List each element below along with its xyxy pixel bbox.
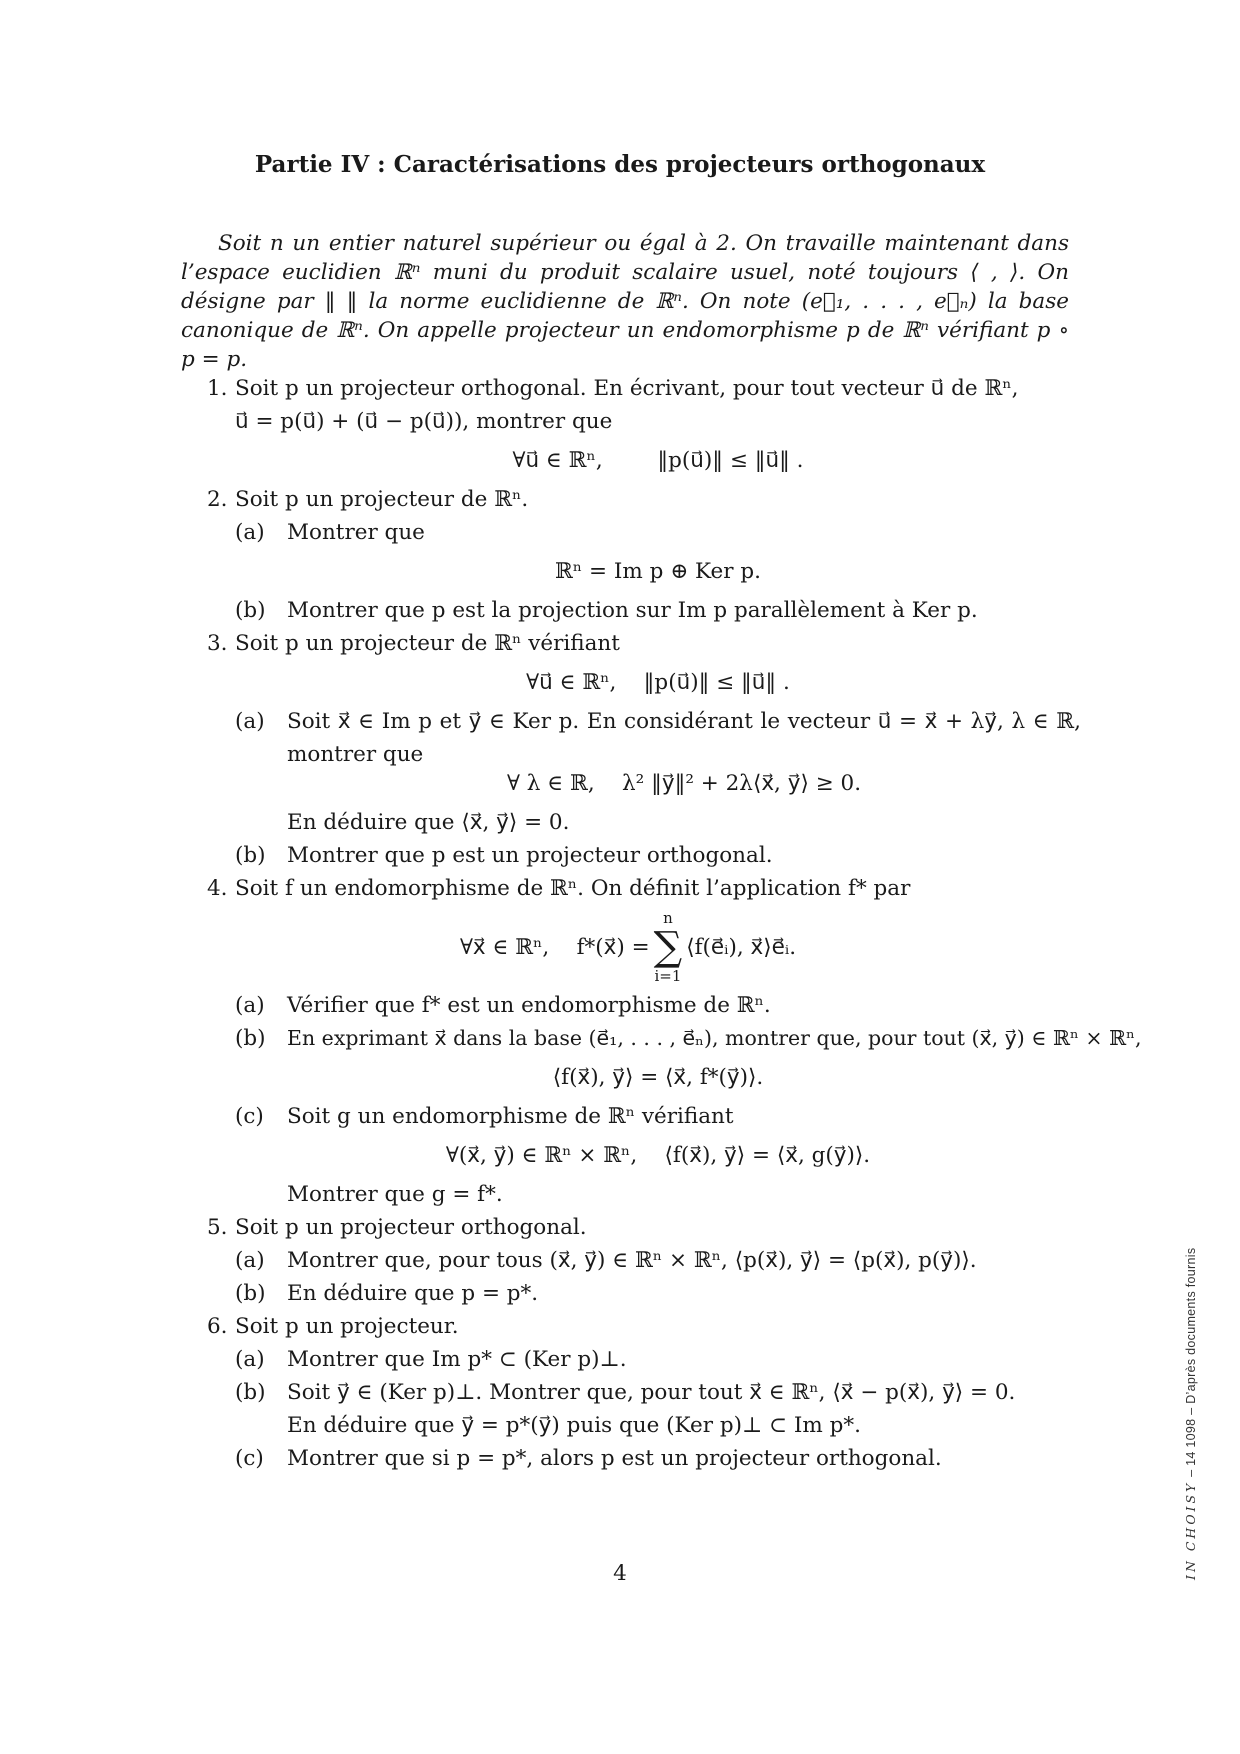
subquestion-a — [235, 1343, 1081, 1376]
subquestion-text-continued: En déduire que y⃗ = p*(y⃗) puis que (Ker p)⊥ ⊂ Im p*. — [287, 1413, 861, 1438]
subquestion-label: (b) — [235, 1026, 266, 1051]
subquestion-label: (b) — [235, 598, 266, 623]
sum-equation — [235, 909, 1021, 985]
subquestion-text: Montrer que p est un projecteur orthogonal. — [287, 843, 773, 868]
subquestion-text: Soit g un endomorphisme de ℝⁿ vérifiant — [287, 1104, 734, 1129]
question-number: 6. — [207, 1314, 228, 1339]
section-title: Partie IV : Caractérisations des projecteurs orthogonaux — [254, 151, 986, 178]
subquestion-text-continued: En déduire que ⟨x⃗, y⃗⟩ = 0. — [287, 810, 570, 835]
subquestion-text: Montrer que — [287, 520, 425, 545]
equation: ∀u⃗ ∈ ℝⁿ, ‖p(u⃗)‖ ≤ ‖u⃗‖ . — [526, 670, 790, 695]
subquestion-label: (c) — [235, 1446, 264, 1471]
subquestion-text-continued: Montrer que g = f*. — [287, 1182, 503, 1207]
subquestion-label: (a) — [235, 1347, 265, 1372]
intro-text: Soit n un entier naturel supérieur ou égal à 2. On travaille maintenant dans l’espace euclidien ℝⁿ muni du produit scalaire usuel, noté toujours ⟨ , ⟩. On désigne par ‖ ‖ la norme euclidienne de ℝⁿ. On note (e⃗₁, . . . , e⃗ₙ) la base canonique de ℝⁿ. On appelle projecteur un endomorphisme p de ℝⁿ vérifiant p ∘ p = p. — [181, 231, 1069, 372]
equation: ⟨f(x⃗), y⃗⟩ = ⟨x⃗, f*(y⃗)⟩. — [552, 1065, 764, 1090]
subquestion-text: En exprimant x⃗ dans la base (e⃗₁, . . . , e⃗ₙ), montrer que, pour tout (x⃗, y⃗) ∈ ℝⁿ × ℝⁿ, — [287, 1026, 1142, 1050]
question-text: Soit p un projecteur orthogonal. — [235, 1215, 587, 1240]
question-6 — [181, 1310, 1081, 1475]
subquestion-label: (a) — [235, 709, 265, 734]
question-text: Soit p un projecteur de ℝⁿ vérifiant — [235, 631, 620, 656]
question-text: Soit p un projecteur. — [235, 1314, 459, 1339]
subquestion-label: (a) — [235, 1248, 265, 1273]
subquestion-b — [235, 839, 1081, 872]
question-text: Soit f un endomorphisme de ℝⁿ. On définit l’application f* par — [235, 876, 911, 901]
question-1 — [181, 372, 1081, 477]
subquestion-text: Montrer que Im p* ⊂ (Ker p)⊥. — [287, 1347, 627, 1372]
equation-left: ∀x⃗ ∈ ℝⁿ, f*(x⃗) = — [459, 934, 650, 960]
question-2 — [181, 483, 1081, 627]
subquestion-label: (a) — [235, 520, 265, 545]
subquestion-text: En déduire que p = p*. — [287, 1281, 539, 1306]
margin-note — [1174, 1248, 1208, 1580]
subquestion-label: (a) — [235, 993, 265, 1018]
equation: ∀(x⃗, y⃗) ∈ ℝⁿ × ℝⁿ, ⟨f(x⃗), y⃗⟩ = ⟨x⃗, g(y⃗)⟩. — [445, 1143, 871, 1168]
subquestion-text: Montrer que, pour tous (x⃗, y⃗) ∈ ℝⁿ × ℝⁿ, ⟨p(x⃗), y⃗⟩ = ⟨p(x⃗), p(y⃗)⟩. — [287, 1248, 977, 1273]
margin-note-italic: IN CHOISY — [1183, 1480, 1198, 1580]
question-number: 5. — [207, 1215, 228, 1240]
subquestion-text: Vérifier que f* est un endomorphisme de ℝⁿ. — [287, 993, 771, 1018]
subquestion-label: (c) — [235, 1104, 264, 1129]
subquestion-b — [235, 1022, 1142, 1094]
equation: ∀ λ ∈ ℝ, λ² ‖y⃗‖² + 2λ⟨x⃗, y⃗⟩ ≥ 0. — [506, 771, 862, 796]
subquestion-a — [235, 516, 1081, 588]
question-number: 4. — [207, 876, 228, 901]
subquestion-text: Montrer que p est la projection sur Im p parallèlement à Ker p. — [287, 598, 978, 623]
equation: ∀u⃗ ∈ ℝⁿ, ‖p(u⃗)‖ ≤ ‖u⃗‖ . — [512, 448, 804, 473]
subquestion-b — [235, 594, 1081, 627]
question-3 — [181, 627, 1081, 872]
sum-upper-limit: n — [663, 909, 673, 927]
subquestion-text: Montrer que si p = p*, alors p est un projecteur orthogonal. — [287, 1446, 942, 1471]
subquestion-b — [235, 1277, 1081, 1310]
subquestion-label: (b) — [235, 1380, 266, 1405]
summation — [654, 909, 683, 985]
question-number: 1. — [207, 376, 228, 401]
sum-lower-limit: i=1 — [654, 967, 682, 985]
sum-symbol: ∑ — [653, 924, 683, 970]
question-text: Soit p un projecteur orthogonal. En écrivant, pour tout vecteur u⃗ de ℝⁿ, — [235, 376, 1019, 401]
question-text: Soit p un projecteur de ℝⁿ. — [235, 487, 529, 512]
question-text-continued: u⃗ = p(u⃗) + (u⃗ − p(u⃗)), montrer que — [235, 409, 613, 434]
question-5 — [181, 1211, 1081, 1310]
subquestion-a — [235, 705, 1081, 839]
subquestion-label: (b) — [235, 843, 266, 868]
subquestion-text: Soit y⃗ ∈ (Ker p)⊥. Montrer que, pour tout x⃗ ∈ ℝⁿ, ⟨x⃗ − p(x⃗), y⃗⟩ = 0. — [287, 1380, 1016, 1405]
subquestion-c — [235, 1442, 1081, 1475]
question-list — [181, 372, 1142, 1475]
subquestion-label: (b) — [235, 1281, 266, 1306]
equation-right: ⟨f(e⃗ᵢ), x⃗⟩e⃗ᵢ. — [686, 934, 797, 960]
subquestion-a — [235, 989, 1081, 1022]
margin-note-text: – 14 1098 – D’après documents fournis — [1184, 1247, 1198, 1481]
subquestion-b — [235, 1376, 1081, 1442]
intro-paragraph — [181, 229, 1069, 374]
subquestion-c — [235, 1100, 1081, 1211]
equation: ℝⁿ = Im p ⊕ Ker p. — [555, 559, 761, 584]
question-number: 2. — [207, 487, 228, 512]
subquestion-a — [235, 1244, 1081, 1277]
page-number: 4 — [613, 1561, 627, 1586]
question-number: 3. — [207, 631, 228, 656]
subquestion-text: Soit x⃗ ∈ Im p et y⃗ ∈ Ker p. En considérant le vecteur u⃗ = x⃗ + λy⃗, λ ∈ ℝ, montrer que — [287, 709, 1081, 767]
question-4 — [181, 872, 1142, 1211]
